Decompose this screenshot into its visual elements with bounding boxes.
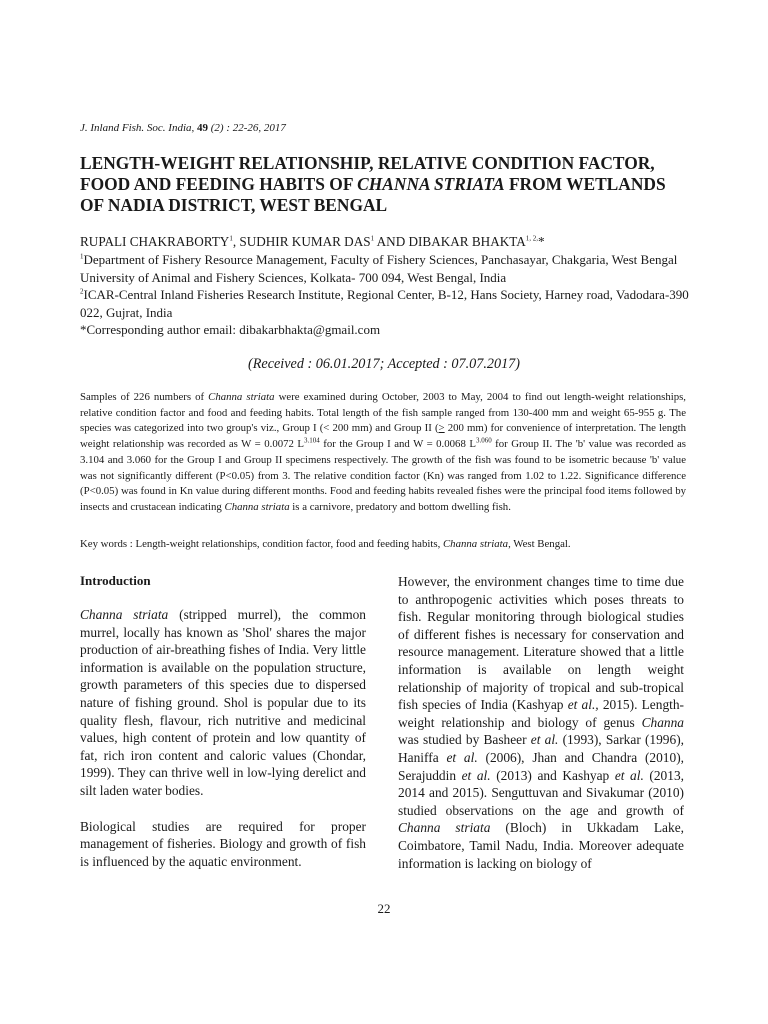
right-column: [398, 573, 684, 872]
rc-etal-4: et al.: [461, 767, 491, 783]
intro-paragraph-1-text: (stripped murrel), the common murrel, locally has known as 'Shol' shares the major production of air-breathing fishes of India. Very little information is available on the population structure, growth parameters of this species due to dispersed nature of fishing ground. Shol is popular due to its quality flesh, flavour, rich nutritive and medicinal values, high content of protein and low quantity of fat, rich iron content and caloric values (Chondar, 1999). They can thrive well in low-lying derelict and silt laden water bodies.: [80, 607, 366, 798]
rc-text-1: However, the environment changes time to time due to anthropogenic activities which poses threats to fish. Regular monitoring through biological studies of different fishes is necessary for conservation and resource management. Literature showed that a little information is available on length weight relationship of majority of tropical and sub-tropical fish species of India (Kashyap: [398, 574, 684, 713]
abstract-species-2: Channa striata: [224, 500, 290, 513]
author-1: RUPALI CHAKRABORTY: [80, 234, 230, 249]
affiliation-1: [80, 251, 690, 286]
journal-volume: 49: [197, 122, 209, 134]
rc-text-2: 2015). Length-weight relationship and biology of genus: [398, 697, 685, 730]
title-part-1: LENGTH-WEIGHT RELATIONSHIP, RELATIVE CONDITION FACTOR, FOOD AND FEEDING HABITS OF: [80, 153, 655, 194]
rc-text-3: was studied by Basheer: [398, 732, 531, 748]
abstract: [80, 390, 686, 516]
abstract-text-1: Samples of 226 numbers of: [80, 391, 209, 403]
abstract-text-3: for the Group I and W = 0.0068 L: [319, 438, 476, 451]
rc-text-5: (2006), Jhan and Chandra (2010), Serajuddin: [398, 749, 685, 783]
author-2: , SUDHIR KUMAR DAS: [232, 234, 371, 249]
abstract-text-5: is a carnivore, predatory and bottom dwelling fish.: [289, 500, 511, 513]
rc-text-7: (2013, 2014 and 2015). Senguttuvan and Sivakumar (2010) studied observations on the age and growth of: [398, 767, 684, 818]
author-2-affil: 1: [370, 234, 375, 243]
affiliation-2: [80, 286, 690, 321]
author-3: AND DIBAKAR BHAKTA: [374, 234, 526, 249]
title-part-2: FROM WETLANDS OF NADIA DISTRICT, WEST BENGAL: [80, 174, 666, 215]
corresponding-mark: *: [538, 234, 545, 249]
author-3-affil: 1, 2,: [525, 234, 539, 243]
rc-text-4: (1993), Sarkar (1996), Haniffa: [398, 732, 685, 765]
abstract-text-4: for Group II. The 'b' value was recorded as 3.104 and 3.060 for the Group I and Group II specimens respectively. The growth of the fish was found to be isometric because 'b' value was not significantly different (P<0.05) from 3. The relative condition factor (Kn) was ranged from 1.02 to 1.22. Significance difference (P<0.05) was found in Kn value during different months. Food and feeding habits revealed fishes were the principal food items followed by insects and crustacean indicating: [80, 438, 686, 513]
affiliation-2-sup: 2: [80, 287, 84, 296]
rc-etal-1: et al.,: [567, 697, 599, 713]
intro-paragraph-1: [80, 606, 366, 800]
keywords: [80, 538, 571, 550]
affiliation-2-text: ICAR-Central Inland Fisheries Research Institute, Regional Center, B-12, Hans Society, Harney road, Vadodara-390 022, Gujrat, India: [80, 287, 689, 320]
intro-species: Channa striata: [80, 607, 169, 622]
rc-etal-3: et al.: [446, 749, 478, 765]
abstract-exponent-1: 3.104: [304, 436, 320, 445]
keywords-tail: , West Bengal.: [508, 538, 571, 550]
abstract-text-2b: 200 mm) for convenience of interpretation. The length weight relationship was recorded as W = 0.0072 L: [80, 422, 686, 451]
affiliation-1-text: Department of Fishery Resource Management, Faculty of Fishery Sciences, Panchasayar, Chakgaria, West Bengal University of Animal and Fishery Sciences, Kolkata- 700 094, West Bengal, India: [80, 252, 678, 285]
keywords-species: Channa striata: [442, 538, 509, 550]
author-1-affil: 1: [229, 234, 233, 243]
abstract-text-2: were examined during October, 2003 to May, 2004 to find out length-weight relationships, relative condition factor and food and feeding habits. Total length of the fish sample ranged from 130-400 mm and weight 65-955 g. The species was categorized into two group's viz., Group I (< 200 mm) and Group II (: [80, 391, 687, 435]
keywords-label: Key words : Length-weight relationships, condition factor, food and feeding habits,: [80, 538, 443, 550]
affiliations: [80, 251, 690, 339]
journal-issue-pages: (2) : 22-26, 2017: [210, 122, 286, 134]
rc-etal-2: et al.: [530, 732, 559, 748]
abstract-geq-symbol: >: [438, 422, 445, 435]
right-column-paragraph: [398, 573, 684, 872]
rc-text-8: (Bloch) in Ukkadam Lake, Coimbatore, Tamil Nadu, India. Moreover adequate information is lacking on biology of: [398, 820, 684, 871]
rc-text-6: (2013) and Kashyap: [490, 767, 615, 783]
affiliation-1-sup: 1: [80, 252, 84, 261]
section-heading-introduction: Introduction: [80, 573, 151, 588]
article-title: [80, 153, 690, 216]
rc-genus: Channa: [641, 714, 684, 730]
rc-species: Channa striata: [398, 820, 491, 836]
left-column: [80, 606, 366, 870]
rc-etal-5: et al.: [614, 767, 644, 783]
intro-paragraph-2: [80, 818, 366, 871]
received-accepted-dates: (Received : 06.01.2017; Accepted : 07.07.2017): [248, 356, 520, 372]
corresponding-email: [80, 321, 690, 339]
author-list: [80, 234, 545, 250]
abstract-exponent-2: 3.060: [475, 436, 492, 445]
abstract-species-1: Channa striata: [208, 391, 275, 403]
title-species: CHANNA STRIATA: [357, 174, 505, 194]
journal-citation: [80, 122, 286, 134]
journal-name: J. Inland Fish. Soc. India,: [80, 122, 195, 134]
page-number: 22: [377, 901, 391, 916]
corresponding-email-text: *Corresponding author email: dibakarbhakta@gmail.com: [80, 322, 381, 337]
intro-paragraph-2-text: Biological studies are required for proper management of fisheries. Biology and growth of fish is influenced by the aquatic environment.: [80, 818, 366, 869]
